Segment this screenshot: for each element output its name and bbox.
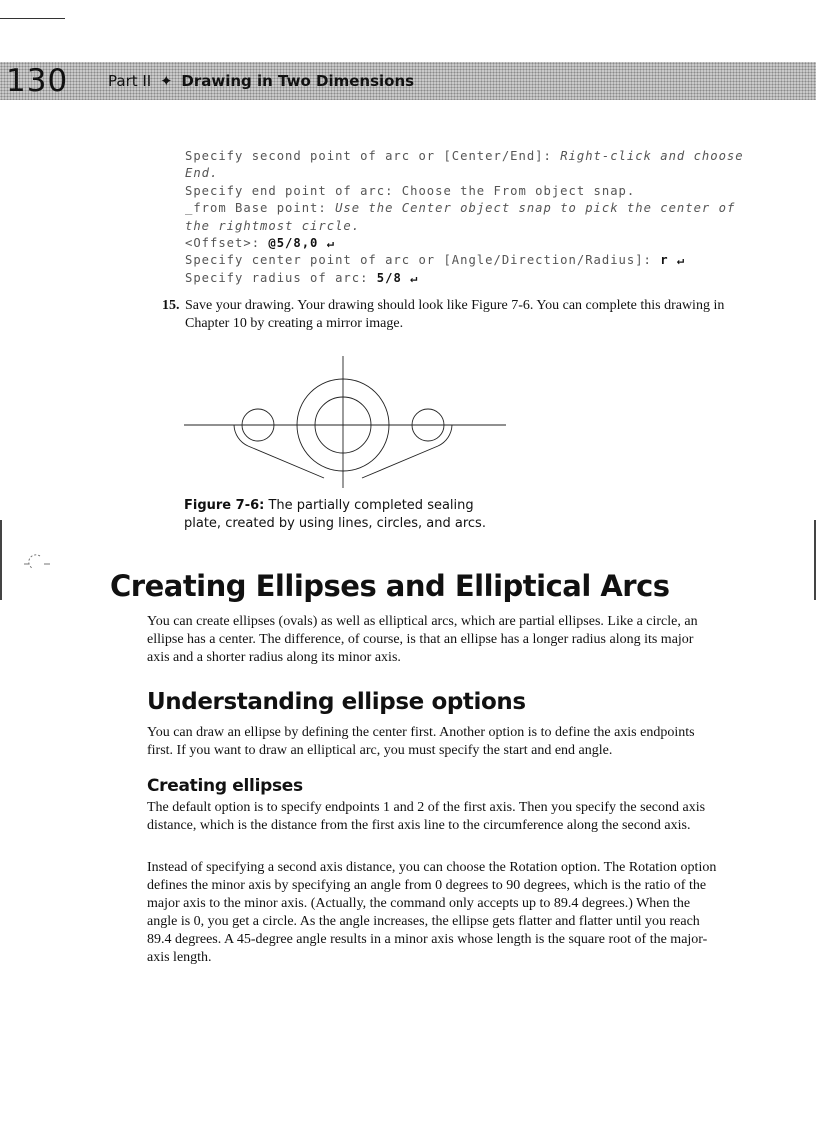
command-line [185, 200, 745, 217]
running-header [108, 70, 414, 92]
command-line [185, 235, 745, 252]
page-number: 130 [6, 63, 69, 99]
instruction-text: End. [185, 166, 219, 181]
instruction-text: the rightmost circle. [185, 218, 361, 233]
figure-caption [184, 497, 504, 533]
command-line [185, 183, 745, 200]
command-line [185, 270, 745, 287]
paragraph-rotation-option: Instead of specifying a second axis distance, you can choose the Rotation option. The Rotation option defines the minor axis by specifying an angle from 0 degrees to 90 degrees, which is the ratio of the major axis to the minor axis. (Actually, the command only accepts up to 89.4 degrees.) When the angle is 0, you get a circle. As the angle increases, the ellipse gets flatter and flatter until you reach 89.4 degrees. A 45-degree angle results in a minor axis whose length is the square root of the major-axis length. [147, 860, 717, 965]
prompt-text: Specify end point of arc: Choose the From object snap. [185, 183, 636, 198]
user-input: 5/8 ↵ [376, 270, 419, 285]
figure-7-6-drawing [184, 352, 506, 492]
command-line [185, 148, 745, 165]
command-line [185, 252, 745, 269]
command-line [185, 218, 745, 235]
subsection-text: You can draw an ellipse by defining the center first. Another option is to define the axis endpoints first. If you want to draw an elliptical arc, you must specify the start and end angle. [147, 725, 695, 758]
prompt-text: Specify radius of arc: [185, 270, 377, 285]
command-line [185, 165, 745, 182]
subsubsection-heading: Creating ellipses [147, 776, 303, 796]
diamond-separator-icon: ✦ [160, 72, 173, 90]
figure-label: Figure 7-6: [184, 498, 265, 513]
section-intro: You can create ellipses (ovals) as well as elliptical arcs, which are partial ellipses. Like a circle, an ellipse has a center. The difference, of course, is that an ellipse has a longer radius along its major axis and a shorter radius along its minor axis. [147, 614, 698, 665]
prompt-text: Specify center point of arc or [Angle/Direction/Radius]: [185, 253, 661, 268]
prompt-text: _from Base point: [185, 201, 336, 216]
instruction-text: Use the Center object snap to pick the center of [335, 201, 736, 216]
figure-caption-text: The partially completed sealing plate, created by using lines, circles, and arcs. [184, 498, 486, 531]
user-input: @5/8,0 ↵ [268, 236, 336, 251]
part-label: Part II [108, 72, 152, 90]
crosshair-mark-icon [24, 552, 50, 572]
user-input: r ↵ [660, 253, 686, 268]
command-sequence [185, 148, 745, 287]
left-tangent-line [248, 446, 324, 478]
crop-mark [0, 18, 65, 19]
step-number: 15. [162, 298, 180, 313]
prompt-text: <Offset>: [185, 236, 269, 251]
subsection-heading: Understanding ellipse options [147, 689, 526, 715]
margin-rule-left [0, 520, 2, 600]
section-title: Drawing in Two Dimensions [181, 72, 415, 90]
right-tangent-line [362, 446, 438, 478]
instruction-text: Right-click and choose [560, 149, 744, 163]
paragraph-default-option: The default option is to specify endpoints 1 and 2 of the first axis. Then you specify the second axis distance, which is the distance from the first axis line to the circumference along the second axis. [147, 800, 706, 833]
step-text: Save your drawing. Your drawing should look like Figure 7-6. You can complete this drawing in Chapter 10 by creating a mirror image. [185, 298, 725, 331]
prompt-text: Specify second point of arc or [Center/End]: [185, 149, 561, 163]
section-heading: Creating Ellipses and Elliptical Arcs [110, 569, 670, 603]
